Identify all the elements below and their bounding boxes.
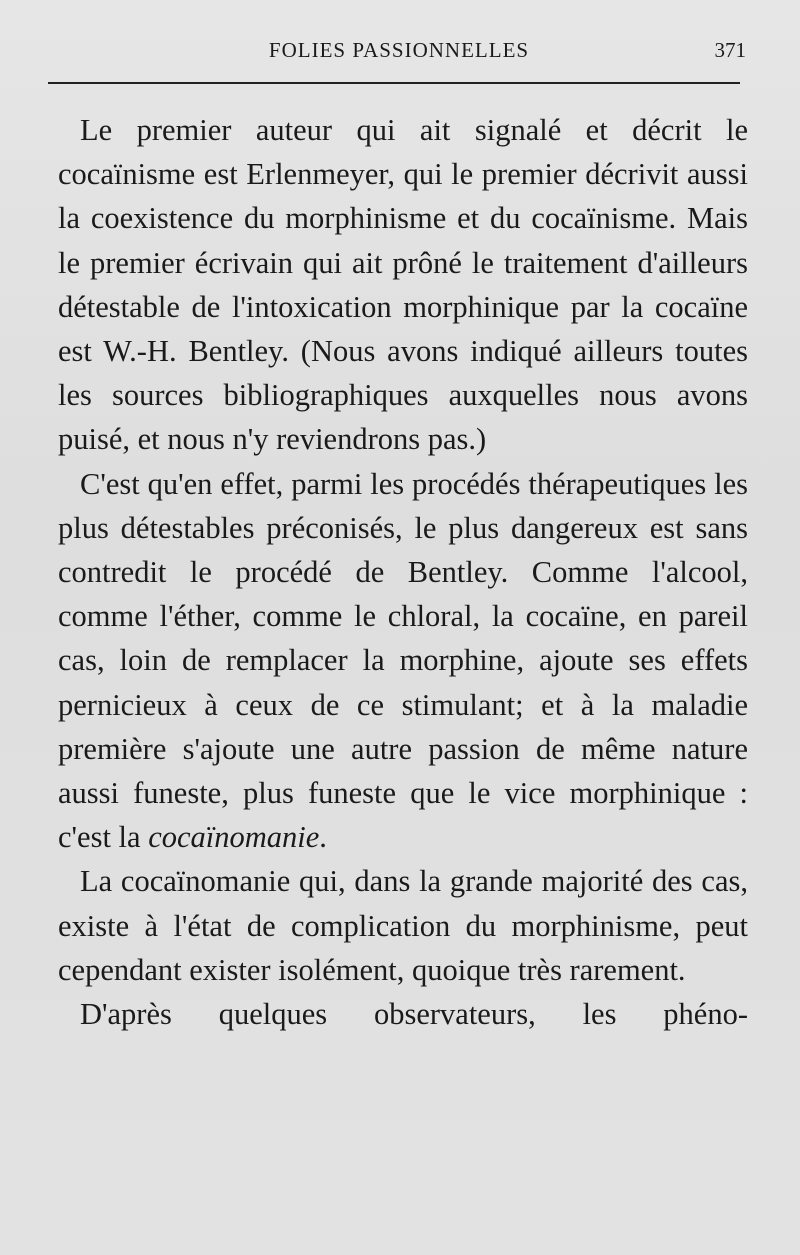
body-text <box>58 108 748 1036</box>
page-header <box>48 36 750 76</box>
running-title: FOLIES PASSIONNELLES <box>268 38 530 62</box>
paragraph-4: D'après quelques observateurs, les phéno- <box>80 997 748 1032</box>
page-number: 371 <box>714 38 746 62</box>
header-rule <box>48 82 740 84</box>
paragraph-2-end: . <box>319 820 327 855</box>
italic-term: cocaïnomanie <box>148 820 320 855</box>
paragraph-3: La cocaïnomanie qui, dans la grande majorité des cas, existe à l'état de complication du morphinisme, peut cependant exister isolément, quoique très rarement. <box>58 864 748 987</box>
paragraph-2-text: C'est qu'en effet, parmi les procédés thérapeutiques les plus détestables préconisés, le plus dangereux est sans contredit le procédé de Bentley. Comme l'alcool, comme l'éther, comme le chloral, la cocaïne, en pareil cas, loin de remplacer la morphine, ajoute ses effets pernicieux à ceux de ce stimulant; et à la maladie première s'ajoute une autre passion de même nature aussi funeste, plus funeste que le vice morphinique : c'est la <box>58 466 748 855</box>
paragraph-1: Le premier auteur qui ait signalé et décrit le cocaïnisme est Erlenmeyer, qui le premier décrivit aussi la coexistence du morphinisme et du cocaïnisme. Mais le premier écrivain qui ait prôné le traitement d'ailleurs détestable de l'intoxication morphinique par la cocaïne est W.-H. Bentley. (Nous avons indiqué ailleurs toutes les sources bibliographiques auxquelles nous avons puisé, et nous n'y reviendrons pas.) <box>58 113 748 457</box>
paragraph-2 <box>58 462 748 860</box>
